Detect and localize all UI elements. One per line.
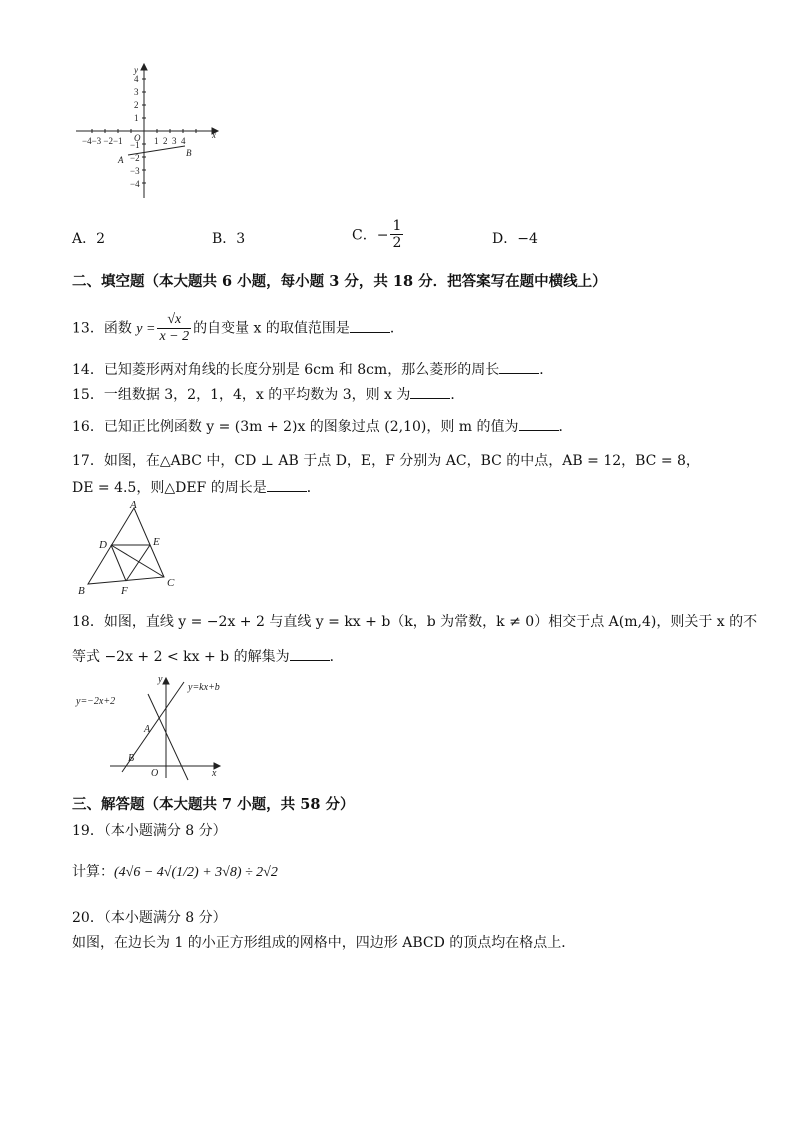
origin-label: O <box>134 133 141 143</box>
q13-fraction <box>157 312 191 345</box>
q18-lines-figure <box>74 672 234 782</box>
question-18-line-1: 18．如图，直线 y = −2x + 2 与直线 y = kx + b（k，b 为常数，k ≠ 0）相交于点 A(m,4)，则关于 x 的不 <box>72 614 758 630</box>
q13-denominator: x − 2 <box>159 329 190 344</box>
q18-end: ． <box>329 649 344 665</box>
option-c-fraction <box>390 218 403 251</box>
q16-text: 16．已知正比例函数 y = (3m + 2)x 的图象过点 (2,10)，则 m 的值为 <box>72 419 519 435</box>
vertex-b-label: B <box>78 585 85 597</box>
question-19-body <box>72 862 278 883</box>
q19-label: 计算： <box>72 864 114 880</box>
q17-triangle-figure <box>74 498 184 600</box>
y-tick: 3 <box>134 87 139 97</box>
question-19-header: 19．（本小题满分 8 分） <box>72 823 227 839</box>
vertex-a-label: A <box>130 499 137 511</box>
question-14 <box>72 359 553 380</box>
point-b-label: B <box>186 148 192 158</box>
answer-blank[interactable] <box>519 416 559 431</box>
point-d-label: D <box>99 539 107 551</box>
point-a-label: A <box>144 724 151 735</box>
point-f-label: F <box>121 585 128 597</box>
point-b-label: B <box>128 753 135 764</box>
section-2-title: 二、填空题（本大题共 6 小题，每小题 3 分，共 18 分．把答案写在题中横线上） <box>72 273 607 290</box>
y-tick: 1 <box>134 113 139 123</box>
question-17-line-2 <box>72 477 321 498</box>
answer-blank[interactable] <box>267 477 307 492</box>
x-ticks-negative: −4−3 −2−1 <box>82 136 123 146</box>
question-13 <box>72 312 404 345</box>
q13-suffix: 的自变量 x 的取值范围是 <box>193 320 350 337</box>
line-1-label: y=−2x+2 <box>76 696 116 707</box>
answer-blank[interactable] <box>350 318 390 333</box>
option-a: A．2 <box>72 231 106 247</box>
q13-end: ． <box>389 320 404 337</box>
q15-end: ． <box>450 387 465 403</box>
section-3-title: 三、解答题（本大题共 7 小题，共 58 分） <box>72 796 355 813</box>
question-20-header: 20．（本小题满分 8 分） <box>72 910 227 926</box>
q14-end: ． <box>539 362 554 378</box>
y-tick: 4 <box>134 74 139 84</box>
q13-numerator: √x <box>157 312 191 329</box>
question-18-line-2 <box>72 646 344 667</box>
option-d: D．−4 <box>492 231 538 247</box>
option-c-numerator: 1 <box>392 218 402 234</box>
q13-prefix: 13．函数 <box>72 320 137 337</box>
origin-label: O <box>151 768 159 779</box>
y-axis-label: y <box>158 674 163 685</box>
question-16 <box>72 416 573 437</box>
point-a-label: A <box>118 155 124 165</box>
question-17-line-1: 17．如图，在△ABC 中，CD ⊥ AB 于点 D，E，F 分别为 AC，BC 的中点，AB = 12，BC = 8， <box>72 453 700 469</box>
q15-text: 15．一组数据 3，2，1，4，x 的平均数为 3，则 x 为 <box>72 387 411 403</box>
x-ticks-positive: 1 2 3 4 <box>154 136 186 146</box>
q13-function: y = <box>136 321 156 337</box>
answer-blank[interactable] <box>499 359 539 374</box>
q12-coordinate-graph <box>72 62 222 202</box>
y-tick: −4 <box>130 179 140 189</box>
y-tick: −2 <box>130 153 140 163</box>
q14-text: 14．已知菱形两对角线的长度分别是 6cm 和 8cm，那么菱形的周长 <box>72 362 500 378</box>
point-e-label: E <box>153 536 160 548</box>
x-axis-label: x <box>212 768 217 779</box>
answer-blank[interactable] <box>410 384 450 399</box>
x-axis-label: x <box>212 130 216 140</box>
question-15 <box>72 384 464 405</box>
vertex-c-label: C <box>167 577 175 589</box>
q18-text: 等式 −2x + 2 < kx + b 的解集为 <box>72 649 290 665</box>
q17-end: ． <box>306 480 321 496</box>
y-tick: −1 <box>130 140 140 150</box>
line-2-label: y=kx+b <box>188 682 220 693</box>
option-c-denominator: 2 <box>392 235 402 251</box>
answer-blank[interactable] <box>290 646 330 661</box>
option-c-prefix: C．− <box>352 227 389 244</box>
y-tick: 2 <box>134 100 139 110</box>
y-tick: −3 <box>130 166 140 176</box>
option-c <box>352 218 405 251</box>
option-b: B．3 <box>212 231 246 247</box>
question-20-text: 如图，在边长为 1 的小正方形组成的网格中，四边形 ABCD 的顶点均在格点上． <box>72 935 576 951</box>
q16-end: ． <box>558 419 573 435</box>
q17-text: DE = 4.5，则△DEF 的周长是 <box>72 480 267 496</box>
q19-expression: (4√6 − 4√(1/2) + 3√8) ÷ 2√2 <box>114 865 278 880</box>
y-axis-label: y <box>134 65 138 75</box>
